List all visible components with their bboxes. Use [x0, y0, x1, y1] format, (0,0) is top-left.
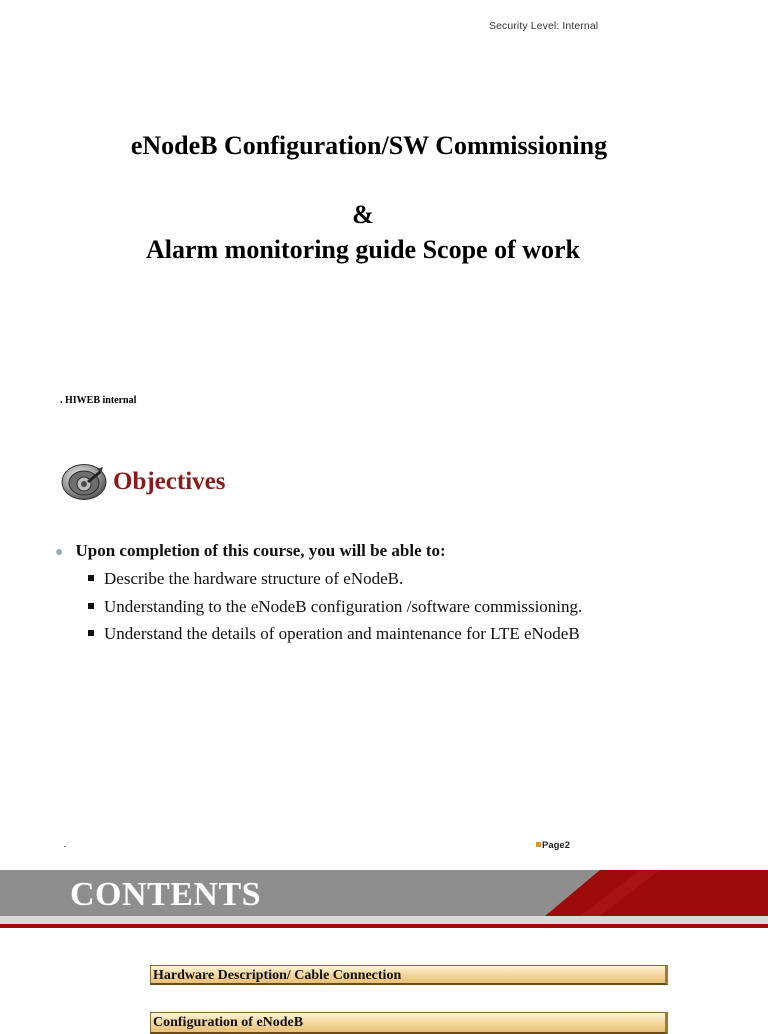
- page-square-icon: [536, 842, 541, 847]
- toc-item-configuration[interactable]: Configuration of eNodeB: [150, 1012, 668, 1034]
- objectives-heading: Objectives: [113, 468, 226, 495]
- title-line-1: eNodeB Configuration/SW Commissioning: [130, 131, 608, 160]
- sub-bullet-text: Understanding to the eNodeB configuration /software commissioning.: [104, 597, 583, 616]
- contents-heading: CONTENTS: [70, 876, 262, 913]
- toc-item-hardware[interactable]: Hardware Description/ Cable Connection: [150, 965, 668, 985]
- title-line-2: Alarm monitoring guide Scope of work: [145, 235, 581, 264]
- sub-bullet-3: [88, 624, 580, 644]
- intro-bullet-text: Upon completion of this course, you will be able to:: [75, 541, 446, 560]
- page-number: [536, 840, 570, 851]
- sub-bullet-text: Describe the hardware structure of eNodeB.: [104, 569, 404, 588]
- title-ampersand: &: [352, 200, 374, 229]
- intro-bullet: [55, 541, 446, 561]
- sub-bullet-2: [88, 597, 582, 617]
- sub-bullet-text: Understand the details of operation and maintenance for LTE eNodeB: [104, 624, 580, 643]
- security-level-label: Security Level: Internal: [489, 20, 599, 32]
- bullet-dot-icon: ●: [55, 545, 64, 560]
- page-number-text: Page2: [542, 840, 570, 851]
- objectives-target-icon: [61, 463, 107, 501]
- square-bullet-icon: [88, 603, 94, 609]
- sub-bullet-1: [88, 569, 403, 589]
- footer-note: . HIWEB internal: [60, 395, 137, 406]
- square-bullet-icon: [88, 575, 94, 581]
- footer-mark: [64, 846, 66, 847]
- square-bullet-icon: [88, 630, 94, 636]
